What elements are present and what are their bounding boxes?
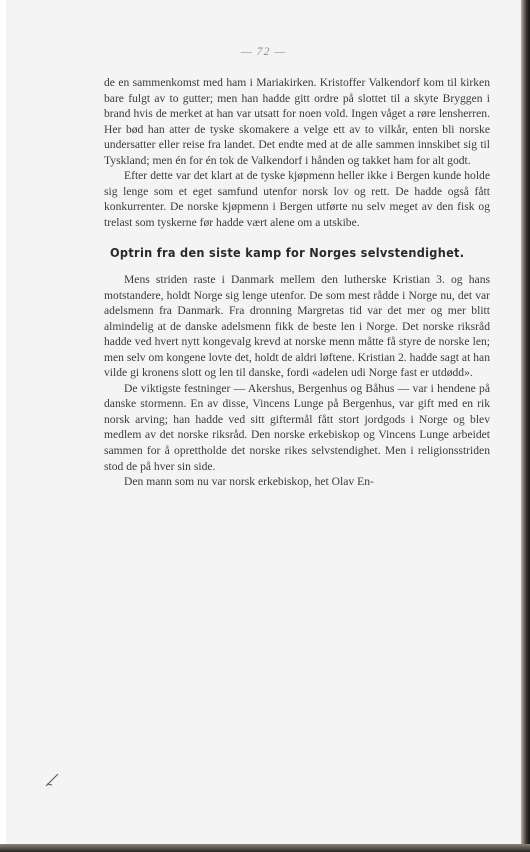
- page-edge-right: [521, 0, 530, 852]
- paragraph: De viktigste festninger — Akershus, Bergenhus og Båhus — var i hendene på danske stormenn. En av disse, Vincens Lunge på Bergenhus, var gift med en rik norsk arving; han hadde ved sitt giftermål fått stort jordgods i Norge og blev medlem av det norske riksråd. Den norske erkebiskop og Vincens Lunge arbeidet sammen for å oprettholde det norske rikes selvstendighet. Men i religionsstriden stod de på hver sin side.: [104, 381, 490, 473]
- book-page: [6, 0, 521, 844]
- paragraph: de en sammenkomst med ham i Mariakirken. Kristoffer Valkendorf kom til kirken bare fulgt av to gutter; men han hadde gitt ordre på slottet til a skyte Bryggen i brand hvis de merket at han var utsatt for noen vold. Ingen våget a røre lensherren. Her bød han atter de tyske skomakere a velge ett av to vilkår, enten bli norske undersatter eller reise fra landet. Det endte med at de alle sammen innskibet sig til Tyskland; men én for én tok de Valkendorf i hånden og takket ham for alt godt.: [104, 76, 490, 167]
- paragraph: Den mann som nu var norsk erkebiskop, het Olav En-: [124, 475, 374, 489]
- paragraph: Efter dette var det klart at de tyske kjøpmenn heller ikke i Bergen kunde holde sig lenge som et eget samfund utenfor norsk lov og rett. De hadde også fått konkurrenter. De norske kjøpmenn i Bergen utførte nu selv meget av den fisk og trelast som tyskerne før hadde vært alene om a utskibe.: [104, 169, 490, 229]
- page-edge-bottom: [0, 844, 530, 852]
- page-number: — 72 —: [240, 44, 287, 58]
- paragraph: Mens striden raste i Danmark mellem den lutherske Kristian 3. og hans motstandere, holdt Norge sig lenge utenfor. De som mest rådde i Norge nu, det var adelsmenn fra Danmark. Fra dronning Margretas tid var det mer og mer blitt almindelig at de danske adelsmenn fikk de beste len i Norge. Det norske riksråd hadde ved hvert nytt kongevalg krevd at norske menn måtte få styre de norske len; men selv om kongene lovte det, holdt de aldri løftene. Kristian 2. hadde sagt at han vilde gi kronens slott og len til danske, fordi «adelen udi Norge fast er utdødd».: [104, 273, 490, 380]
- section-heading: Optrin fra den siste kamp for Norges selvstendighet.: [110, 245, 465, 261]
- page-text: [104, 75, 490, 490]
- pencil-mark: [42, 770, 62, 790]
